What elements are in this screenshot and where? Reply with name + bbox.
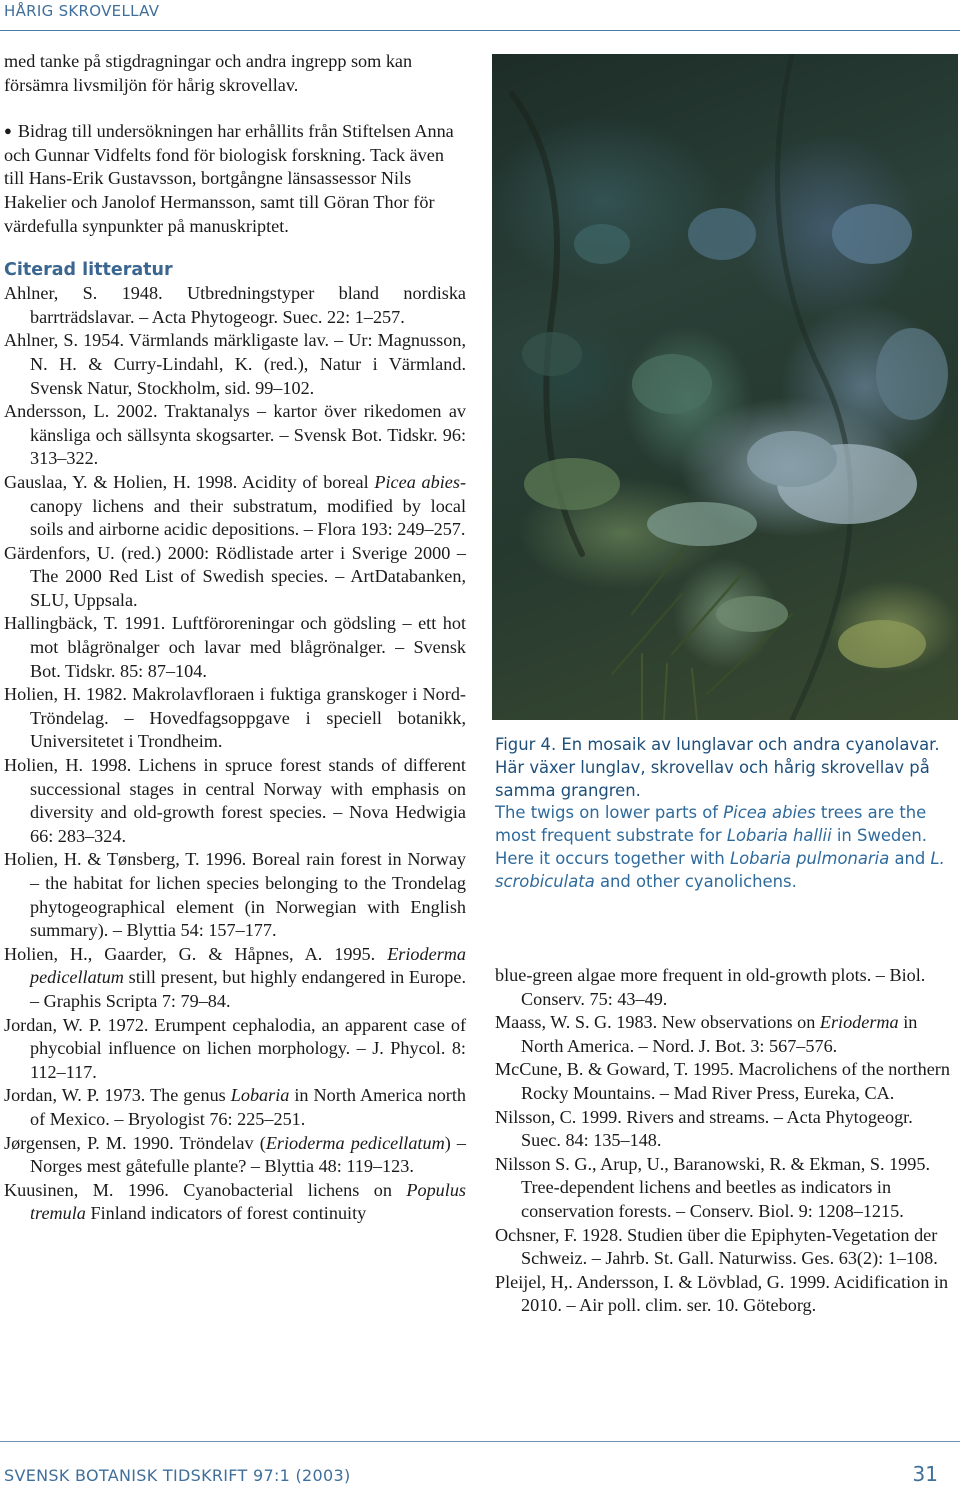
reference-item: Jordan, W. P. 1973. The genus Lobaria in North America north of Mexico. – Bryologist 76: 225–251. <box>4 1085 466 1129</box>
figure-caption <box>495 734 957 894</box>
page-number: 31 <box>912 1462 938 1486</box>
reference-item: Hallingbäck, T. 1991. Luftföroreningar och gödsling – ett hot mot blågrönalger och lavar med blågrönalger. – Svensk Bot. Tidskr. 85: 87–104. <box>4 613 466 681</box>
reference-item: Andersson, L. 2002. Traktanalys – kartor över rikedomen av känsliga och sällsynta skogsarter. – Svensk Bot. Tidskr. 96: 313–322. <box>4 401 466 469</box>
reference-item: Pleijel, H,. Andersson, I. & Lövblad, G. 1999. Acidification in 2010. – Air poll. clim. ser. 10. Göteborg. <box>495 1271 949 1316</box>
figure-photo <box>492 54 958 720</box>
reference-item: Maass, W. S. G. 1983. New observations on Erioderma in North America. – Nord. J. Bot. 3: 567–576. <box>495 1012 918 1056</box>
reference-list-left <box>4 282 466 1226</box>
running-head: HÅRIG SKROVELLAV <box>4 2 160 20</box>
reference-item: Ahlner, S. 1948. Utbredningstyper bland nordiska barrträdslavar. – Acta Phytogeogr. Suec. 22: 1–257. <box>4 283 466 327</box>
reference-item: Jordan, W. P. 1972. Erumpent cephalodia, an apparent case of phycobial influence on lichen morphology. – J. Phycol. 8: 112–117. <box>4 1014 466 1082</box>
reference-item: Gärdenfors, U. (red.) 2000: Rödlistade arter i Sverige 2000 – The 2000 Red List of Swedish species. – ArtDatabanken, SLU, Uppsala. <box>4 542 466 610</box>
reference-item: Holien, H. & Tønsberg, T. 1996. Boreal rain forest in Norway – the habitat for lichen species belonging to the Trondelag phytogeographical element (in Norwegian with English summary). – Blyttia 54: 157–177. <box>4 849 466 941</box>
footer-rule <box>0 1441 960 1442</box>
bullet-icon: ● <box>4 123 12 139</box>
reference-item: Holien, H. 1982. Makrolavfloraen i fuktiga granskoger i Nord-Tröndelag. – Hovedfagsoppgave i speciell botanikk, Universitetet i Trondheim. <box>4 684 466 752</box>
paragraph-continued: med tanke på stigdragningar och andra ingrepp som kan försämra livsmiljön för hårig skrovellav. <box>4 51 413 95</box>
literature-heading: Citerad litteratur <box>4 260 173 281</box>
reference-item: McCune, B. & Goward, T. 1995. Macrolichens of the northern Rocky Mountains. – Mad River Press, Eureka, CA. <box>495 1059 950 1103</box>
reference-list-right <box>495 964 957 1318</box>
reference-item: Jørgensen, P. M. 1990. Tröndelav (Erioderma pedicellatum) – Norges mest gåtefulle plante? – Blyttia 48: 119–123. <box>4 1132 467 1177</box>
right-column <box>495 964 957 1318</box>
reference-item: Kuusinen, M. 1996. Cyanobacterial lichens on Populus tremula Finland indicators of forest continuity <box>4 1179 466 1224</box>
reference-item: Nilsson, C. 1999. Rivers and streams. – Acta Phytogeogr. Suec. 84: 135–148. <box>495 1106 913 1151</box>
reference-item: Holien, H. 1998. Lichens in spruce forest stands of different successional stages in central Norway with emphasis on diversity and old-growth forest species. – Nova Hedwigia 66: 283–324. <box>4 755 466 846</box>
reference-item: blue-green algae more frequent in old-growth plots. – Biol. Conserv. 75: 43–49. <box>495 965 926 1009</box>
left-column <box>4 50 466 1226</box>
reference-item: Ahlner, S. 1954. Värmlands märkligaste lav. – Ur: Magnusson, N. H. & Curry-Lindahl, K. (red.), Natur i Värmland. Svensk Natur, Stockholm, sid. 99–102. <box>4 330 466 398</box>
header-rule <box>0 30 960 31</box>
lichen-texture <box>492 54 958 720</box>
caption-swedish: Figur 4. En mosaik av lunglavar och andra cyanolavar. Här växer lunglav, skrovellav och hårig skrovellav på samma grangren. <box>495 735 940 800</box>
caption-english: The twigs on lower parts of Picea abies trees are the most frequent substrate for Lobaria hallii in Sweden. Here it occurs together with Lobaria pulmonaria and L. scrobiculata and other cyanolichens. <box>495 803 945 891</box>
reference-item: Gauslaa, Y. & Holien, H. 1998. Acidity of boreal Picea abies-canopy lichens and their substratum, modified by local soils and airborne acidic depositions. – Flora 193: 249–257. <box>4 471 466 540</box>
reference-item: Holien, H., Gaarder, G. & Håpnes, A. 1995. Erioderma pedicellatum still present, but highly endangered in Europe. – Graphis Scripta 7: 79–84. <box>4 943 466 1011</box>
footer-journal-title: SVENSK BOTANISK TIDSKRIFT 97:1 (2003) <box>4 1466 351 1485</box>
reference-item: Ochsner, F. 1928. Studien über die Epiphyten-Vegetation der Schweiz. – Jahrb. St. Gall. Naturwiss. Ges. 63(2): 1–108. <box>495 1224 938 1269</box>
reference-item: Nilsson S. G., Arup, U., Baranowski, R. & Ekman, S. 1995. Tree-dependent lichens and beetles as indicators in conservation forests. – Conserv. Biol. 9: 1208–1215. <box>495 1153 930 1221</box>
paragraph-acknowledgement <box>4 119 466 238</box>
acknowledgement-text: Bidrag till undersökningen har erhållits från Stiftelsen Anna och Gunnar Vidfelts fond för biologisk forskning. Tack även till Hans-Erik Gustavsson, bortgångne länsassessor Nils Hakelier och Janolof Hermansson, samt till Göran Thor för värdefulla synpunkter på manuskriptet. <box>4 121 454 236</box>
